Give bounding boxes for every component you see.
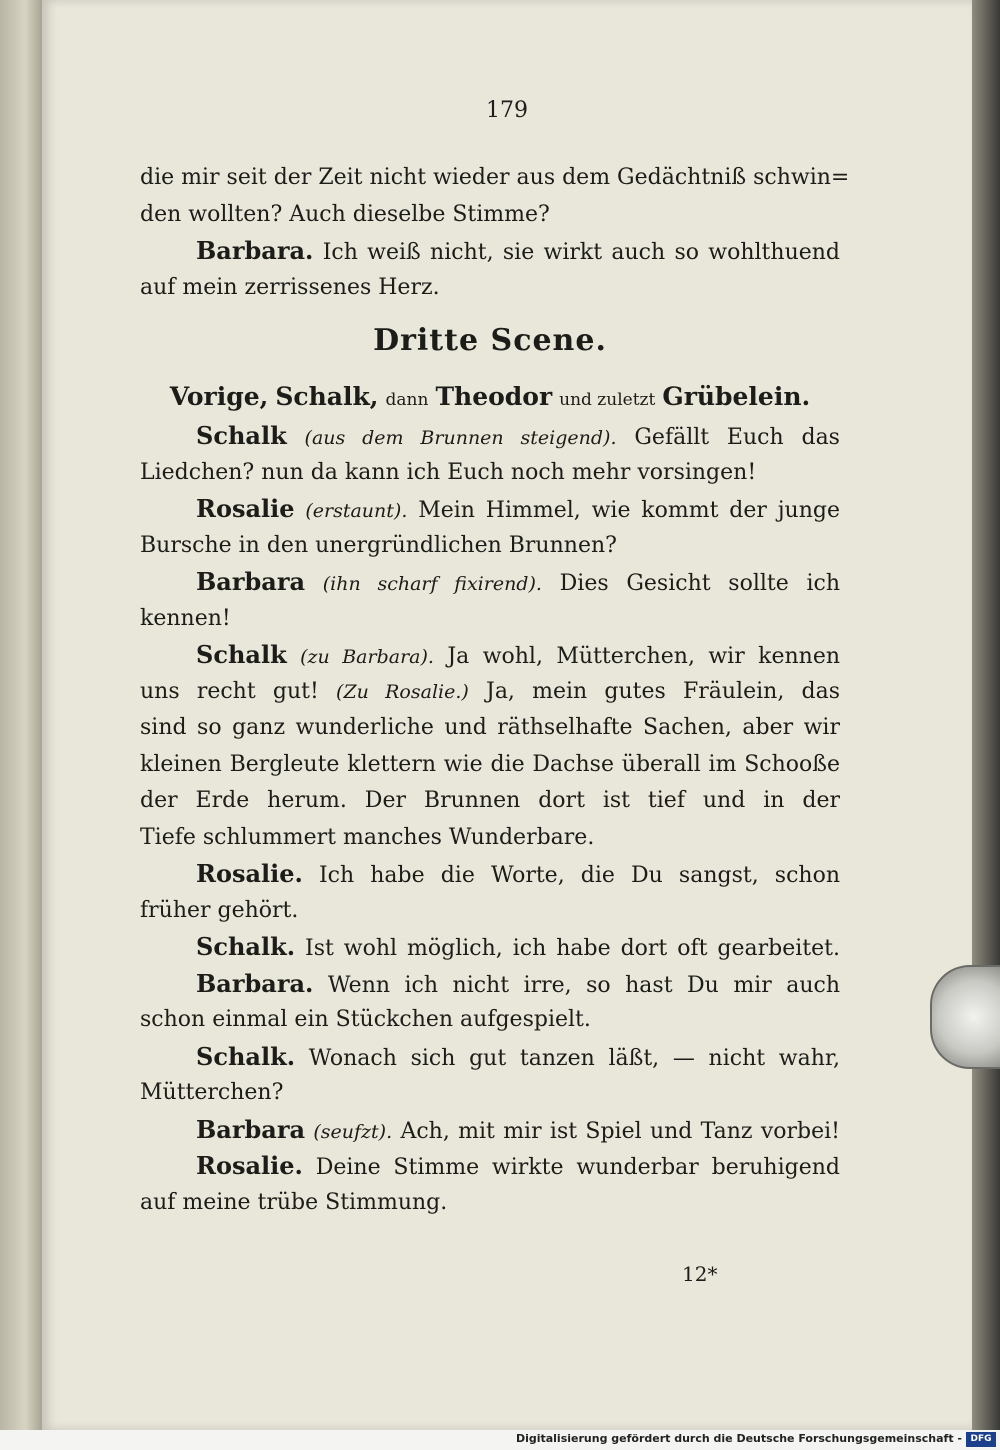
- text-line: der Erde herum. Der Brunnen dort ist tief und in der: [140, 788, 840, 813]
- speech-text: Ist wohl möglich, ich habe dort oft gearbeitet.: [305, 936, 840, 961]
- speech-text: Deine Stimme wirkte wunderbar beruhigend: [315, 1155, 840, 1180]
- text-line: kleinen Bergleute klettern wie die Dachse überall im Schooße: [140, 751, 840, 777]
- text-line: auf meine trübe Stimmung.: [140, 1189, 448, 1215]
- digitization-footer: [0, 1430, 1000, 1450]
- speech-text: uns recht gut!: [140, 678, 319, 704]
- speech-barbara: [140, 1112, 840, 1149]
- speaker-name: Rosalie.: [196, 859, 303, 888]
- speech-barbara: [140, 233, 840, 270]
- dramatis-personae: [140, 376, 840, 418]
- page-edge-shadow: [972, 0, 1000, 1430]
- text-line: kennen!: [140, 605, 231, 631]
- speaker-name: Barbara.: [196, 236, 314, 265]
- text-line: die mir seit der Zeit nicht wieder aus dem Gedächtniß schwin=: [140, 165, 850, 190]
- book-page: [42, 0, 972, 1430]
- speech-text: Ich habe die Worte, die Du sangst, schon: [318, 863, 840, 888]
- character-name: Schalk,: [275, 382, 379, 411]
- speech-schalk: [140, 637, 840, 674]
- speech-rosalie: [140, 1148, 840, 1185]
- dfg-logo-icon: DFG: [966, 1432, 996, 1447]
- speech-text: Gefällt Euch das: [634, 425, 840, 450]
- speaker-name: Schalk: [196, 421, 287, 450]
- scene-heading: Dritte Scene.: [373, 323, 607, 358]
- speech-text: Ja wohl, Mütterchen, wir kennen: [447, 644, 841, 669]
- stage-direction: (Zu Rosalie.): [336, 680, 469, 703]
- text-line: früher gehört.: [140, 897, 299, 923]
- page-clip-holder: [930, 965, 1000, 1069]
- text-line: Tiefe schlummert manches Wunderbare.: [140, 824, 595, 850]
- speech-text: Wenn ich nicht irre, so hast Du mir auch: [327, 972, 840, 998]
- speaker-name: Barbara.: [196, 968, 314, 998]
- character-name: Vorige,: [169, 382, 269, 411]
- speaker-name: Rosalie.: [196, 1151, 303, 1180]
- text-line: schon einmal ein Stückchen aufgespielt.: [140, 1007, 591, 1032]
- speech-text: Dies Gesicht sollte ich: [559, 571, 840, 596]
- speech-schalk: [140, 1039, 840, 1076]
- speech-barbara: [140, 966, 840, 1003]
- connector-text: dann: [385, 390, 429, 410]
- stage-direction: (seufzt).: [313, 1120, 393, 1143]
- speaker-name: Barbara: [196, 1114, 306, 1144]
- speaker-name: Barbara: [196, 567, 306, 596]
- signature-mark: 12*: [682, 1262, 718, 1286]
- play-text: [140, 160, 850, 1221]
- stage-direction: (aus dem Brunnen steigend).: [304, 427, 617, 449]
- stage-direction: (zu Barbara).: [300, 646, 434, 668]
- speech-text: Wonach sich gut tanzen läßt, — nicht wahr,: [308, 1045, 840, 1071]
- speech-text: Mein Himmel, wie kommt der junge: [418, 498, 840, 523]
- text-line: sind so ganz wunderliche und räthselhafte Sachen, aber wir: [140, 715, 840, 740]
- facing-page-edge: [0, 0, 42, 1450]
- speaker-name: Schalk.: [196, 1041, 296, 1071]
- text-line: Mütterchen?: [140, 1080, 284, 1105]
- text-line: [140, 674, 840, 711]
- speech-text: Ich weiß nicht, sie wirkt auch so wohlthuend: [322, 240, 841, 265]
- stage-direction: (erstaunt).: [305, 500, 408, 522]
- text-line: Bursche in den unergründlichen Brunnen?: [140, 532, 617, 558]
- speech-rosalie: [140, 491, 840, 528]
- speech-schalk: [140, 929, 840, 966]
- text-line: auf mein zerrissenes Herz.: [140, 274, 440, 300]
- speaker-name: Schalk.: [196, 932, 296, 961]
- character-name: Grübelein.: [662, 382, 811, 411]
- speech-text: Ach, mit mir ist Spiel und Tanz vorbei!: [400, 1118, 841, 1144]
- text-line: Liedchen? nun da kann ich Euch noch mehr vorsingen!: [140, 459, 757, 485]
- speaker-name: Rosalie: [196, 494, 295, 523]
- footer-credit: Digitalisierung gefördert durch die Deutsche Forschungsgemeinschaft -: [515, 1432, 962, 1445]
- speech-text: Ja, mein gutes Fräulein, das: [486, 678, 840, 704]
- text-line: den wollten? Auch dieselbe Stimme?: [140, 201, 550, 227]
- speech-barbara: [140, 564, 840, 601]
- speech-rosalie: [140, 856, 840, 893]
- page-number: 179: [486, 98, 528, 123]
- speech-schalk: [140, 418, 840, 455]
- character-name: Theodor: [435, 382, 553, 411]
- stage-direction: (ihn scharf fixirend).: [322, 573, 542, 595]
- connector-text: und zuletzt: [559, 390, 656, 410]
- speaker-name: Schalk: [196, 640, 287, 669]
